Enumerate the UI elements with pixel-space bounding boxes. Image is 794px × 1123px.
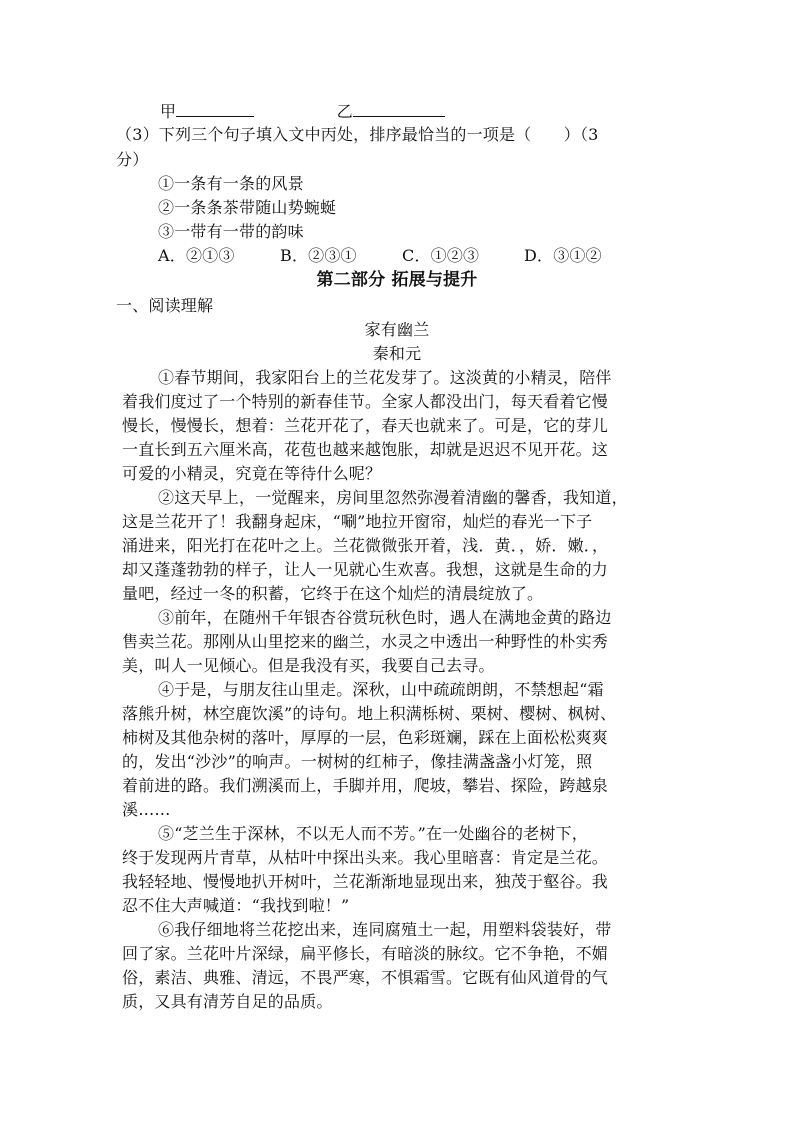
essay-line: 终于发现两片青草，从枯叶中探出头来。我心里暗喜：肯定是兰花。: [122, 848, 609, 867]
essay-line: 可爱的小精灵，究竟在等待什么呢？: [122, 464, 382, 483]
essay-line: 量吧，经过一冬的积蓄，它终于在这个灿烂的清晨绽放了。: [122, 584, 544, 603]
essay-line: 落熊升树，林空鹿饮溪”的诗句。地上积满栎树、栗树、樱树、枫树、: [122, 704, 617, 723]
essay-author: 秦和元: [372, 344, 422, 363]
essay-line: 一直长到五六厘米高，花苞也越来越饱胀，却就是迟迟不见开花。这: [122, 440, 609, 459]
essay-line: 着我们度过了一个特别的新春佳节。全家人都没出门，每天看着它慢: [122, 392, 609, 411]
choice-a[interactable]: A．②①③: [158, 246, 235, 265]
essay-line: ⑥我仔细地将兰花挖出来，连同腐殖土一起，用塑料袋装好，带: [158, 920, 612, 939]
label-jia: 甲: [160, 102, 177, 121]
essay-line: 忍不住大声喊道：“我找到啦！”: [122, 896, 350, 915]
essay-line: ①春节期间，我家阳台上的兰花发芽了。这淡黄的小精灵，陪伴: [158, 368, 612, 387]
essay-line: 着前进的路。我们溯溪而上，手脚并用，爬坡，攀岩、探险，跨越泉: [122, 776, 609, 795]
essay-line: 回了家。兰花叶片深绿，扁平修长，有暗淡的脉纹。它不争艳，不媚: [122, 944, 609, 963]
essay-title: 家有幽兰: [364, 320, 430, 339]
choice-c[interactable]: C．①②③: [402, 246, 480, 265]
essay-line: 涌进来，阳光打在花叶之上。兰花微微张开着，浅．黄．，娇．嫩．，: [122, 536, 609, 555]
choice-b[interactable]: B．②③①: [280, 246, 357, 265]
essay-line: 质，又具有清芳自足的品质。: [122, 992, 333, 1011]
essay-line: 这是兰花开了！我翻身起床，“唰”地拉开窗帘，灿烂的春光一下子: [122, 512, 593, 531]
essay-line: ②这天早上，一觉醒来，房间里忽然弥漫着清幽的馨香，我知道，: [158, 488, 628, 507]
q3-choices: [158, 246, 602, 266]
essay-line: 柿树及其他杂树的落叶，厚厚的一层，色彩斑斓，踩在上面松松爽爽: [122, 728, 609, 747]
essay-line: 售卖兰花。那刚从山里挖来的幽兰，水灵之中透出一种野性的朴实秀: [122, 632, 609, 651]
essay-line: 美，叫人一见倾心。但是我没有买，我要自己去寻。: [122, 656, 495, 675]
essay-line: 溪……: [122, 800, 171, 819]
q3-stem-line2: 分）: [116, 150, 149, 169]
q3-sentence-3: ③一带有一带的韵味: [158, 222, 304, 241]
label-yi: 乙: [336, 102, 353, 121]
blank-jia[interactable]: [176, 100, 254, 117]
essay-line: 的，发出“沙沙”的响声。一树树的红柿子，像挂满盏盏小灯笼，照: [122, 752, 593, 771]
essay-line: ④于是，与朋友往山里走。深秋，山中疏疏朗朗，不禁想起“霜: [158, 680, 604, 699]
q3-stem-line1: （3）下列三个句子填入文中丙处，排序最恰当的一项是（ ）（3: [116, 125, 599, 144]
essay-line: 慢长，慢慢长，想着：兰花开花了，春天也就来了。可是，它的芽儿: [122, 416, 609, 435]
essay-line: 我轻轻地、慢慢地扒开树叶，兰花渐渐地显现出来，独茂于壑谷。我: [122, 872, 609, 891]
section-reading: 一、阅读理解: [116, 296, 214, 315]
essay-line: 俗，素洁、典雅、清远，不畏严寒，不惧霜雪。它既有仙风道骨的气: [122, 968, 609, 987]
part2-title: 第二部分 拓展与提升: [316, 270, 478, 290]
essay-line: ③前年，在随州千年银杏谷赏玩秋色时，遇人在满地金黄的路边: [158, 608, 612, 627]
blank-yi[interactable]: [353, 100, 445, 117]
q2-answer-line: [160, 100, 445, 122]
q3-sentence-2: ②一条条茶带随山势蜿蜒: [158, 198, 337, 217]
choice-d[interactable]: D．③①②: [524, 246, 602, 265]
essay-line: ⑤“芝兰生于深林，不以无人而不芳。”在一处幽谷的老树下，: [158, 824, 588, 843]
q3-sentence-1: ①一条有一条的风景: [158, 174, 304, 193]
essay-line: 却又蓬蓬勃勃的样子，让人一见就心生欢喜。我想，这就是生命的力: [122, 560, 609, 579]
